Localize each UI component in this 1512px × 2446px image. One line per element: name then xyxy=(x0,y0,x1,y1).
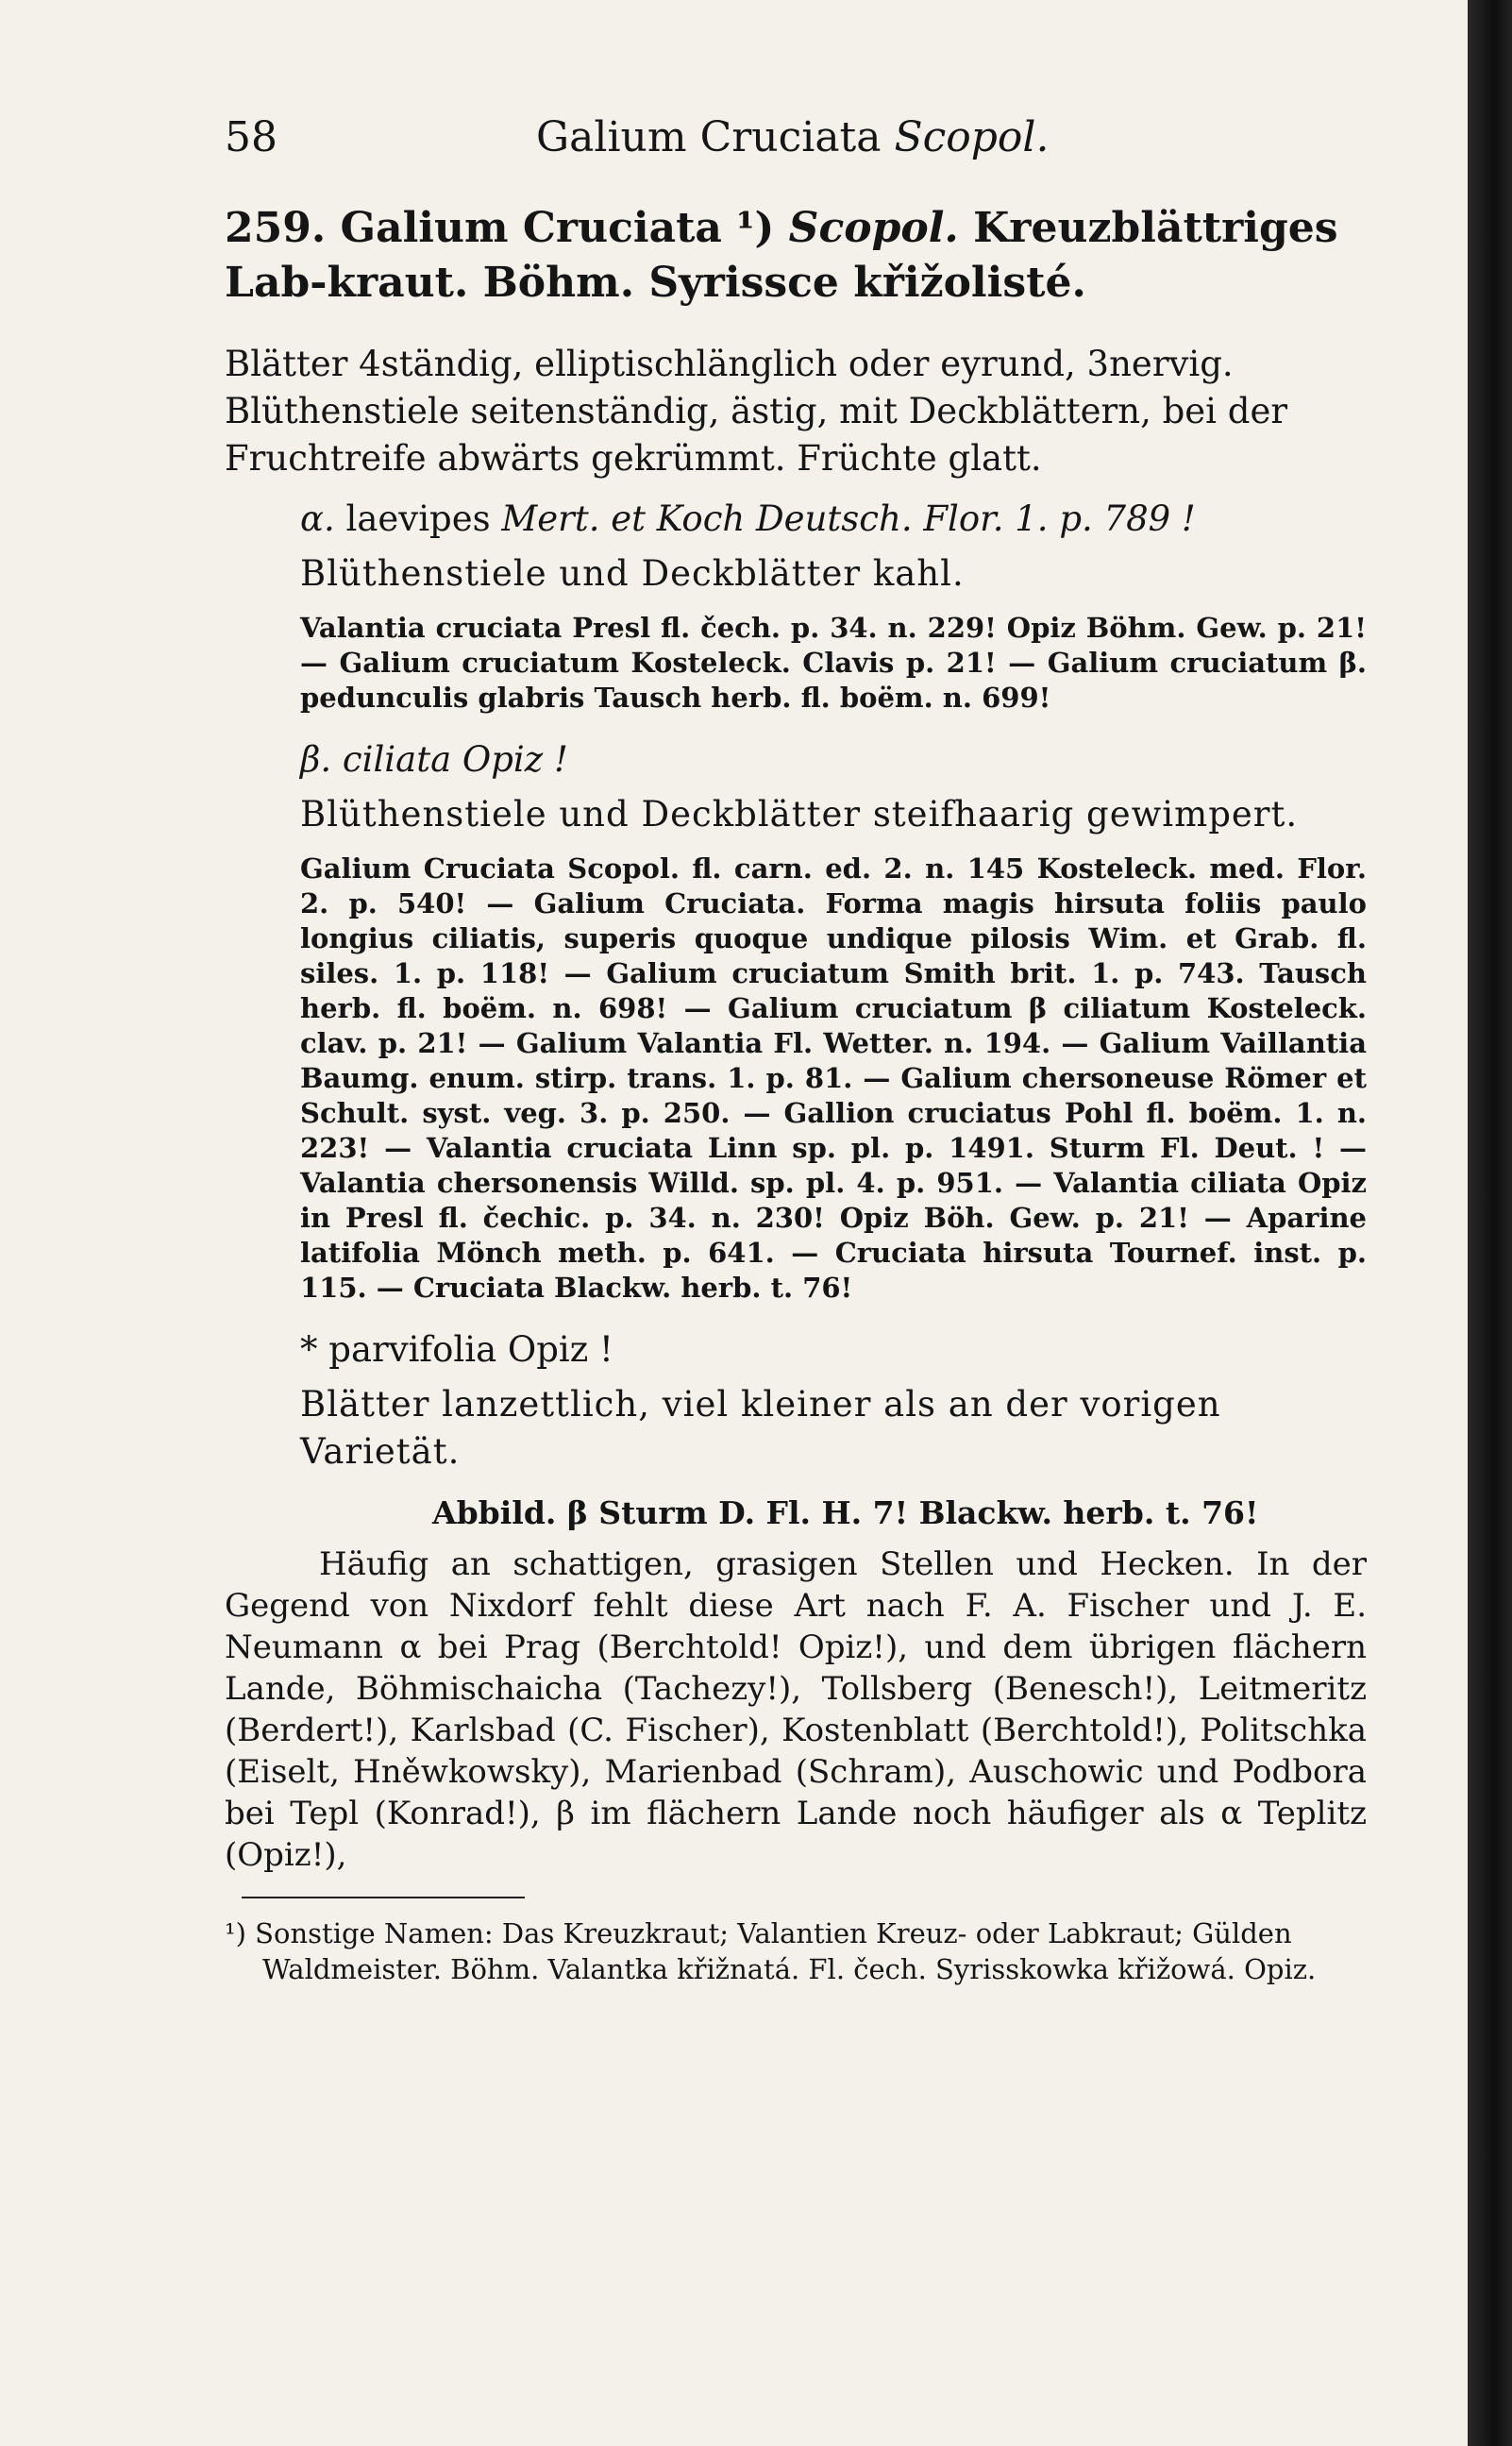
entry-number: 259. xyxy=(225,204,327,252)
page-content xyxy=(225,113,1367,1987)
running-title xyxy=(536,113,1367,161)
variety-alpha-diagnosis: Blüthenstiele und Deckblätter kahl. xyxy=(300,553,965,594)
variety-alpha-synonymy: Valantia cruciata Presl fl. čech. p. 34. n. 229! Opiz Böhm. Gew. p. 21! — Galium cruciatum Kosteleck. Clavis p. 21! — Galium cruciatum β. pedunculis glabris Tausch herb. fl. boëm. n. 699! xyxy=(300,612,1367,714)
figures-reference: Abbild. β Sturm D. Fl. H. 7! Blackw. herb. t. 76! xyxy=(432,1494,1259,1531)
variety-beta-diagnosis: Blüthenstiele und Deckblätter steifhaarig gewimpert. xyxy=(300,794,1299,835)
page-header xyxy=(225,113,1367,161)
footnote: ¹) Sonstige Namen: Das Kreuzkraut; Valantien Kreuz- oder Labkraut; Gülden Waldmeister. Böhm. Valantka křižnatá. Fl. čech. Syrisskowka křižowá. Opiz. xyxy=(225,1917,1317,1985)
running-title-author: Scopol. xyxy=(894,113,1050,161)
variety-beta-synonymy: Galium Cruciata Scopol. fl. carn. ed. 2. n. 145 Kosteleck. med. Flor. 2. p. 540! — Galium Cruciata. Forma magis hirsuta foliis paulo longius ciliatis, superis quoque undique pilosis Wim. et Grab. fl. siles. 1. p. 118! — Galium cruciatum Smith brit. 1. p. 743. Tausch herb. fl. boëm. n. 698! — Galium cruciatum β ciliatum Kosteleck. clav. p. 21! — Galium Valantia Fl. Wetter. n. 194. — Galium Vaillantia Baumg. enum. stirp. trans. 1. p. 81. — Galium chersoneuse Römer et Schult. syst. veg. 3. p. 250. — Gallion cruciatus Pohl fl. boëm. 1. n. 223! — Valantia cruciata Linn sp. pl. p. 1491. Sturm Fl. Deut. ! — Valantia chersonensis Willd. sp. pl. 4. p. 951. — Valantia ciliata Opiz in Presl fl. čechic. p. 34. n. 230! Opiz Böh. Gew. p. 21! — Aparine latifolia Mönch meth. p. 641. — Cruciata hirsuta Tournef. inst. p. 115. — Cruciata Blackw. herb. t. 76! xyxy=(300,852,1367,1304)
variety-beta-heading xyxy=(225,736,1367,784)
subvariety-diagnosis: Blätter lanzettlich, viel kleiner als an der vorigen Varietät. xyxy=(300,1384,1221,1472)
entry-vernacular: Kreuzblättriges Lab-kraut. Böhm. Syrissce křižolisté. xyxy=(225,204,1338,307)
page-number: 58 xyxy=(225,113,277,161)
footnote-reference: ¹) xyxy=(736,204,775,252)
variety-alpha-heading xyxy=(225,496,1367,543)
species-description: Blätter 4ständig, elliptischlänglich oder eyrund, 3nervig. Blüthenstiele seitenständig, ästig, mit Deckblättern, bei der Fruchtreife abwärts gekrümmt. Früchte glatt. xyxy=(225,344,1288,479)
variety-alpha-label: α. xyxy=(300,498,335,539)
book-spine-edge xyxy=(1468,0,1512,2446)
footnote-divider xyxy=(242,1897,525,1898)
entry-name: Galium Cruciata xyxy=(340,204,722,252)
entry-author: Scopol. xyxy=(788,204,959,252)
entry-title xyxy=(225,201,1367,311)
variety-alpha-name: laevipes xyxy=(345,498,491,539)
variety-beta-name: ciliata Opiz ! xyxy=(342,739,568,780)
variety-alpha-authority: Mert. et Koch Deutsch. Flor. 1. p. 789 ! xyxy=(501,498,1196,539)
habitat-paragraph: Häufig an schattigen, grasigen Stellen und Hecken. In der Gegend von Nixdorf fehlt diese Art nach F. A. Fischer und J. E. Neumann α bei Prag (Berchtold! Opiz!), und dem übrigen flächern Lande, Böhmischaicha (Tachezy!), Tollsberg (Benesch!), Leitmeritz (Berdert!), Karlsbad (C. Fischer), Kostenblatt (Berchtold!), Politschka (Eiselt, Hněwkowsky), Marienbad (Schram), Auschowic und Podbora bei Tepl (Konrad!), β im flächern Lande noch häufiger als α Teplitz (Opiz!), xyxy=(225,1545,1367,1874)
variety-beta-label: β. xyxy=(300,739,332,780)
subvariety-heading: * parvifolia Opiz ! xyxy=(300,1329,613,1370)
running-title-genus: Galium Cruciata xyxy=(536,113,882,161)
